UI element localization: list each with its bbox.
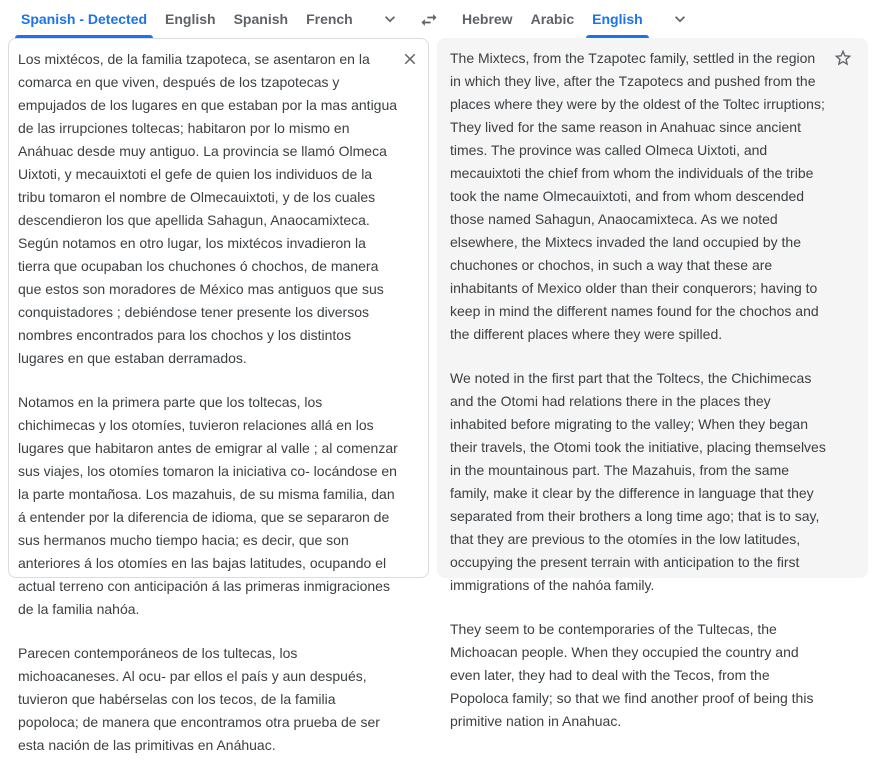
source-text-panel: [8, 38, 429, 753]
tab-source-french[interactable]: [300, 0, 359, 38]
source-paragraph: Los mixtécos, de la familia tzapoteca, se asentaron en la comarca en que viven, después de los tzapotecas y empujados de los lugares en que estaban por la mas antigua de las irrupciones toltecas; habitaron por lo mismo en Anáhuac desde muy antiguo. La provincia se llamó Olmeca Uixtoti, y mecauixtoti el gefe de quien los individuos de la tribu tomaron el nombre de Olmecauixtoti, y de los cuales descendieron los que apellida Sahagun, Anaocamixteca. Según notamos en otro lugar, los mixtécos invadieron la tierra que ocupaban los chuchones ó chochos, de manera que estos son moradores de México mas antiguos que sus conquistadores ; debiéndose tener presente los diversos nombres encontrados para los chochos y los distintos lugares en que estaban derramados.: [18, 51, 398, 366]
target-language-tabs: [453, 0, 694, 38]
translation-text: [437, 38, 868, 742]
swap-horizontal-icon: [419, 10, 439, 30]
tab-source-spanish-detected[interactable]: [15, 0, 153, 38]
tab-target-english[interactable]: [586, 0, 649, 38]
source-paragraph: Notamos en la primera parte que los toltecas, los chichimecas y los otomíes, tuvieron relaciones allá en los lugares que habitaron antes de emigrar al valle ; al comenzar sus viajes, los otomíes tomaron la iniciativa co- locándose en la parte montañosa. Los mazahuis, de su misma familia, dan á entender por la diferencia de idioma, que se separaron de sus hermanos mucho tiempo hacia; es decir, que son anteriores á los otomíes en las bajas latitudes, ocupando el actual terreno con anticipación á las primeras inmigraciones de la familia nahóa.: [18, 394, 398, 617]
close-icon: [401, 50, 419, 68]
translation-panel: [437, 38, 868, 729]
tab-label: Spanish: [233, 11, 289, 27]
chevron-down-icon: [380, 9, 400, 29]
source-text-input[interactable]: [9, 39, 428, 766]
translation-paragraph: They seem to be contemporaries of the Tultecas, the Michoacan people. When they occupied the country and even later, they had to deal with the Tecos, from the Popoloca family; so that we find another proof of being this primitive nation in Anahuac.: [450, 621, 814, 729]
swap-languages-button[interactable]: [416, 7, 442, 33]
translate-panels: [0, 38, 868, 753]
tab-label: Arabic: [530, 11, 575, 27]
source-language-tabs: [12, 0, 404, 38]
source-more-languages-button[interactable]: [376, 0, 404, 38]
clear-source-text-button[interactable]: [399, 48, 421, 70]
save-translation-button[interactable]: [831, 46, 855, 70]
target-more-languages-button[interactable]: [666, 0, 694, 38]
translation-paragraph: We noted in the first part that the Toltecs, the Chichimecas and the Otomi had relations there in the places they inhabited before migrating to the valley; When they began their travels, the Otomi took the initiative, placing themselves in the mountainous part. The Mazahuis, from the same family, make it clear by the difference in language that they separated from their brothers a long time ago; that is to say, that they are previous to the otomíes in the low latitudes, occupying the present terrain with anticipation to the first immigrations of the nahóa family.: [450, 370, 826, 593]
translation-paragraph: The Mixtecs, from the Tzapotec family, settled in the region in which they live, after the Tzapotecs and pushed from the places where they were by the oldest of the Toltec irruptions; They lived for the same reason in Anahuac since ancient times. The province was called Olmeca Uixtoti, and mecauixtoti the chief from whom the individuals of the tribe took the name Olmecauixtoti, and from whom descended those named Sahagun, Anaocamixteca. As we noted elsewhere, the Mixtecs invaded the land occupied by the chuchones or chochos, in such a way that these are inhabitants of Mexico older than their conquerors; having to keep in mind the different names found for the chochos and the different places where they were spilled.: [450, 50, 825, 342]
star-outline-icon: [833, 48, 853, 68]
tab-source-english[interactable]: [159, 0, 222, 38]
tab-label: Spanish - Detected: [21, 11, 148, 27]
source-paragraph: Parecen contemporáneos de los tultecas, los michoacaneses. Al ocu- par ellos el país y aun después, tuvieron que habérselas con los tecos, de la familia popoloca; de manera que encontramos otra prueba de ser esta nación de las primitivas en Anáhuac.: [18, 645, 380, 753]
chevron-down-icon: [670, 9, 690, 29]
tab-label: English: [165, 11, 216, 27]
tab-target-hebrew[interactable]: [456, 0, 519, 38]
tab-label: French: [306, 11, 353, 27]
tab-target-arabic[interactable]: [525, 0, 581, 38]
tab-source-spanish[interactable]: [228, 0, 294, 38]
language-tab-bar: [0, 0, 883, 38]
tab-label: Hebrew: [462, 11, 513, 27]
tab-label: English: [592, 11, 643, 27]
